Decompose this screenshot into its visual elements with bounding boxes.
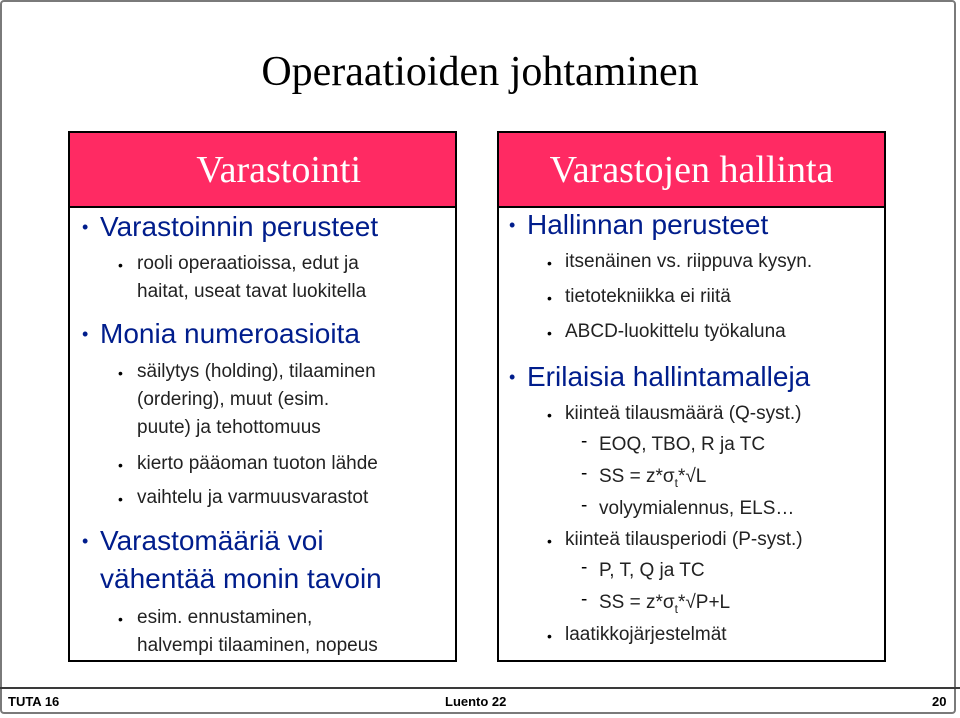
bullet-icon: •	[547, 628, 552, 644]
left-panel	[68, 131, 457, 662]
right-item-3: tietotekniikka ei riitä	[565, 286, 731, 307]
bullet-icon: •	[82, 324, 89, 344]
right-item-8	[599, 463, 706, 497]
footer-course: TUTA 16	[8, 694, 60, 709]
bullet-icon: •	[547, 533, 552, 549]
bullet-icon: •	[118, 257, 123, 273]
formula-subscript: t	[674, 601, 678, 616]
right-panel-header: Varastojen hallinta	[499, 133, 884, 208]
right-item-9: volyymialennus, ELS…	[599, 498, 795, 519]
bullet-icon: •	[509, 215, 516, 235]
dash-icon: -	[581, 557, 588, 578]
bullet-icon: •	[509, 367, 516, 387]
dash-icon: -	[581, 431, 588, 452]
right-item-10: kiinteä tilausperiodi (P-syst.)	[565, 529, 803, 550]
left-item-5: kierto pääoman tuoton lähde	[137, 453, 378, 474]
dash-icon: -	[581, 589, 588, 610]
footer-page-number: 20	[932, 694, 947, 709]
formula-prefix: SS = z*σ	[599, 592, 675, 613]
right-item-11: P, T, Q ja TC	[599, 560, 705, 581]
left-item-7-line2: vähentää monin tavoin	[100, 563, 382, 594]
left-item-4-line2: (ordering), muut (esim.	[137, 389, 330, 410]
left-panel-header: Varastointi	[70, 133, 455, 208]
left-item-8-line2: halvempi tilaaminen, nopeus	[137, 635, 378, 656]
left-item-8-line1: esim. ennustaminen,	[137, 607, 313, 628]
formula-subscript: t	[674, 475, 678, 490]
left-item-2-line1: rooli operaatioissa, edut ja	[137, 253, 359, 274]
right-item-6: kiinteä tilausmäärä (Q-syst.)	[565, 403, 802, 424]
left-item-2-line2: haitat, useat tavat luokitella	[137, 281, 367, 302]
bullet-icon: •	[547, 290, 552, 306]
right-item-5: Erilaisia hallintamalleja	[527, 361, 811, 392]
dash-icon: -	[581, 495, 588, 516]
bullet-icon: •	[82, 531, 89, 551]
bullet-icon: •	[118, 457, 123, 473]
bullet-icon: •	[118, 611, 123, 627]
formula-prefix: SS = z*σ	[599, 466, 675, 487]
page-title: Operaatioiden johtaminen	[261, 49, 699, 95]
dash-icon: -	[581, 463, 588, 484]
right-item-4: ABCD-luokittelu työkaluna	[565, 321, 786, 342]
bullet-icon: •	[547, 255, 552, 271]
left-item-6: vaihtelu ja varmuusvarastot	[137, 487, 369, 508]
right-item-1: Hallinnan perusteet	[527, 209, 769, 240]
formula-suffix: *√L	[677, 466, 707, 487]
footer-divider	[0, 687, 960, 689]
formula-suffix: *√P+L	[677, 592, 731, 613]
left-item-7-line1: Varastomääriä voi	[100, 525, 324, 556]
bullet-icon: •	[82, 217, 89, 237]
bullet-icon: •	[118, 491, 123, 507]
right-item-13: laatikkojärjestelmät	[565, 624, 727, 645]
right-item-12	[599, 589, 730, 623]
left-item-1: Varastoinnin perusteet	[100, 211, 379, 242]
bullet-icon: •	[547, 325, 552, 341]
right-panel	[497, 131, 886, 662]
left-item-4-line3: puute) ja tehottomuus	[137, 417, 321, 438]
bullet-icon: •	[547, 407, 552, 423]
bullet-icon: •	[118, 365, 123, 381]
left-item-4-line1: säilytys (holding), tilaaminen	[137, 361, 376, 382]
left-item-3: Monia numeroasioita	[100, 318, 360, 349]
right-item-2: itsenäinen vs. riippuva kysyn.	[565, 251, 813, 272]
right-item-7: EOQ, TBO, R ja TC	[599, 434, 766, 455]
footer-lecture: Luento 22	[445, 694, 507, 709]
